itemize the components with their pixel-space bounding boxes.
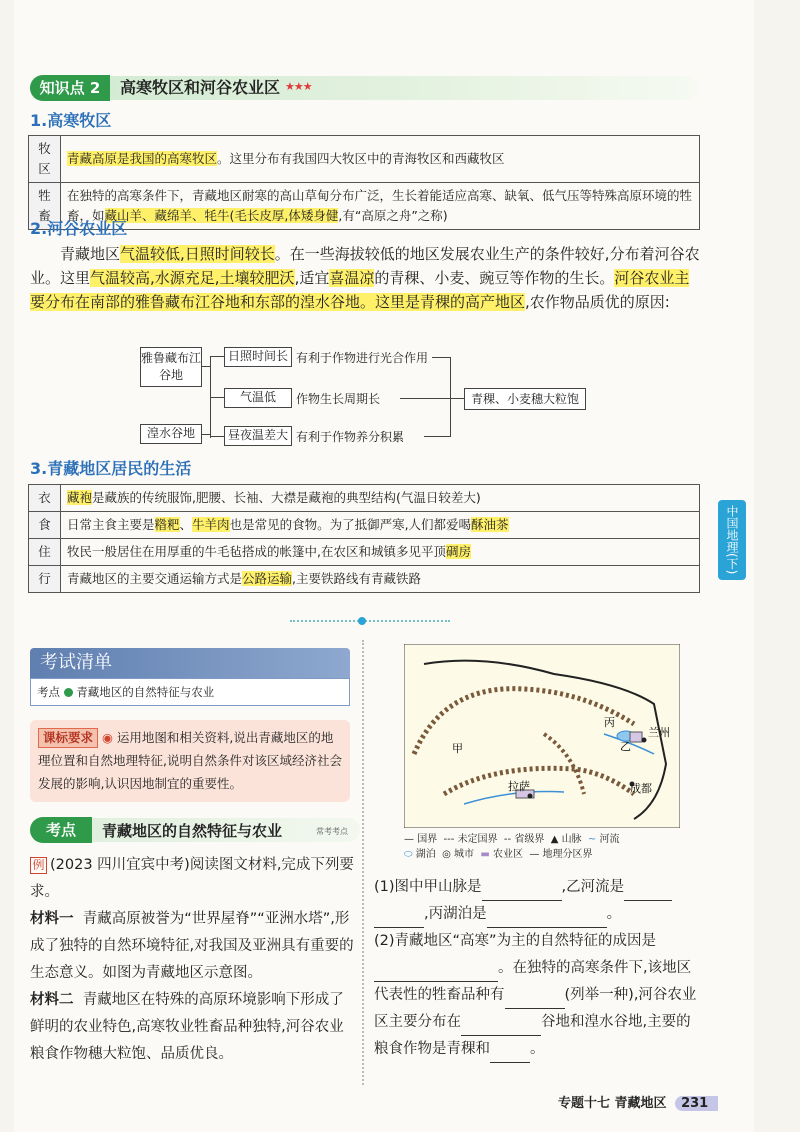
legend-item: ⬭ 湖泊	[404, 849, 436, 860]
table-row-header: 牧区	[29, 136, 61, 183]
bullet-icon: ◉	[102, 730, 113, 745]
flow-box-yarlung: 雅鲁藏布江谷地	[140, 347, 202, 387]
question-text: 。	[606, 906, 622, 922]
map-label-chengdu: 成都	[630, 782, 652, 795]
cell-text: ,有“高原之舟”之称)	[338, 208, 448, 223]
map-label-lanzhou: 兰州	[648, 726, 670, 739]
flow-line	[210, 356, 224, 357]
material-text: 青藏地区在特殊的高原环境影响下形成了鲜明的农业特色,高寒牧业牲畜品种独特,河谷农业粮食作物穗大粒饱、品质优良。	[30, 992, 344, 1062]
table-cell	[61, 485, 700, 512]
flow-text-2: 作物生长周期长	[296, 392, 381, 406]
question-text: (1)图中甲山脉是	[374, 879, 482, 895]
exam-point-title: 青藏地区的自然特征与农业	[102, 822, 283, 840]
curriculum-standard-tag: 课标要求	[38, 728, 98, 748]
highlight-text: 碉房	[445, 544, 471, 559]
exam-point-tag: 考点	[30, 817, 92, 843]
table-cell	[61, 183, 700, 230]
answer-blank[interactable]	[482, 883, 562, 901]
section-title-1: 1.高寒牧区	[30, 111, 112, 130]
flow-box-temp-range: 昼夜温差大	[224, 426, 292, 446]
exam-point-label: 考点	[37, 685, 60, 699]
map-legend	[404, 832, 694, 862]
para-text: 的青稞、小麦、豌豆等作物的生长。	[374, 269, 615, 287]
exam-point-row	[30, 678, 350, 706]
question-text: (列举一种),河谷农业区主要分布在	[374, 987, 697, 1030]
flow-box-sunshine: 日照时间长	[224, 347, 292, 367]
question-text: ,乙河流是	[561, 879, 625, 895]
curriculum-standard-text: 运用地图和相关资料,说出青藏地区的地理位置和自然地理特征,说明自然条件对该区域经济社会发展的影响,认识因地制宜的重要性。	[38, 730, 342, 791]
section-title-3: 3.青藏地区居民的生活	[30, 459, 192, 478]
highlight-text: 糌粑	[154, 517, 180, 532]
legend-item: — 地理分区界	[529, 849, 593, 860]
exam-list-header: 考试清单	[30, 648, 350, 678]
cell-text: 也是常见的食物。为了抵御严寒,人们都爱喝	[229, 517, 472, 532]
cell-text: 在独特的高寒条件下，青藏地区耐寒的高山草甸分布广泛，生长着能适应高寒、缺氧、低气压等特殊高原环境的牲畜，如	[67, 188, 693, 223]
table-cell	[61, 539, 700, 566]
example-intro	[30, 852, 356, 906]
legend-item: ▲ 山脉	[550, 834, 582, 845]
page-footer	[558, 1092, 718, 1111]
table-row	[29, 183, 700, 230]
footer-chapter: 专题十七 青藏地区	[558, 1096, 667, 1111]
paragraph-river-valley	[30, 242, 702, 314]
flow-line	[400, 398, 450, 399]
highlight-text: 牛羊肉	[192, 517, 230, 532]
flow-line	[424, 436, 450, 437]
highlight-text: 喜温凉	[329, 269, 375, 287]
table-row	[29, 485, 700, 512]
highlight-text: 青藏高原是我国的高寒牧区	[67, 151, 218, 166]
legend-item: ▬ 农业区	[480, 849, 523, 860]
highlight-text: 藏山羊、藏绵羊、牦牛(毛长皮厚,体矮身健	[104, 208, 339, 223]
flow-line	[202, 366, 210, 367]
flow-box-low-temp: 气温低	[224, 388, 292, 408]
answer-blank[interactable]	[374, 964, 498, 982]
flow-line	[210, 397, 224, 398]
table-row-header: 牲畜	[29, 183, 61, 230]
legend-item: -- 省级界	[503, 834, 545, 845]
material-label: 材料二	[30, 992, 74, 1008]
table-cell	[61, 136, 700, 183]
table-row-header: 衣	[29, 485, 61, 512]
example-intro-text: (2023 四川宜宾中考)阅读图文材料,完成下列要求。	[30, 857, 354, 900]
para-text: ,农作物品质优的原因:	[525, 293, 670, 311]
chapter-side-tab[interactable]: 中国地理(下)	[718, 500, 746, 580]
exam-point-note: 常考考点	[316, 827, 348, 836]
cell-text: 。这里分布有我国四大牧区中的青海牧区和西藏牧区	[217, 151, 505, 166]
legend-row-2	[404, 847, 694, 862]
material-one	[30, 906, 356, 987]
material-label: 材料一	[30, 911, 74, 927]
highlight-text: 酥油茶	[471, 517, 509, 532]
table-row-header: 行	[29, 566, 61, 593]
curriculum-standard-box	[30, 720, 350, 802]
highlight-text: 藏袍	[67, 490, 93, 505]
page-number: 231	[675, 1096, 718, 1111]
example-question	[30, 852, 356, 1068]
cell-text: ,主要铁路线有青藏铁路	[292, 571, 422, 586]
answer-blank[interactable]	[374, 910, 424, 928]
knowledge-point-title: 高寒牧区和河谷农业区	[120, 78, 281, 97]
map-label-yi: 乙	[620, 740, 631, 753]
importance-stars: ★★★	[285, 80, 312, 93]
flow-box-result: 青稞、小麦穗大粒饱	[464, 388, 586, 410]
table-cell	[61, 512, 700, 539]
legend-item: ~	[587, 834, 600, 845]
map-label-bing: 丙	[604, 716, 615, 729]
exam-point-text: 青藏地区的自然特征与农业	[76, 685, 215, 699]
cell-text: 、	[179, 517, 193, 532]
flow-line	[450, 398, 464, 399]
legend-item: --- 未定国界	[443, 834, 498, 845]
tibet-region-map	[404, 644, 680, 828]
map-label-lhasa: 拉萨	[508, 780, 530, 793]
answer-blank[interactable]	[624, 883, 672, 901]
answer-blank[interactable]	[490, 1045, 530, 1063]
answer-blank[interactable]	[461, 1018, 541, 1036]
material-two	[30, 987, 356, 1068]
answer-blank[interactable]	[487, 910, 607, 928]
question-text: 。在独特的高寒条件下,该地区代表性的牲畜品种有	[374, 960, 692, 1003]
table-row	[29, 539, 700, 566]
table-row	[29, 136, 700, 183]
flow-line	[450, 357, 451, 437]
cell-text: 牧民一般居住在用厚重的牛毛毡搭成的帐篷中,在农区和城镇多见平顶	[67, 544, 446, 559]
city-marker	[642, 738, 647, 743]
knowledge-point-tag: 知识点 2	[30, 75, 110, 101]
table-pasture	[28, 135, 700, 230]
legend-item: — 国界	[404, 834, 438, 845]
flow-text-3: 有利于作物养分积累	[296, 430, 405, 444]
question-text: 。	[530, 1041, 545, 1057]
question-block	[374, 874, 704, 1063]
answer-blank[interactable]	[505, 991, 565, 1009]
city-marker	[528, 794, 533, 799]
divider-dots	[290, 620, 450, 626]
highlight-text: 气温较低,日照时间较长	[120, 245, 275, 263]
table-row	[29, 566, 700, 593]
column-divider	[362, 640, 364, 1085]
highlight-text: 公路运输	[242, 571, 293, 586]
para-text: 。在一些海拔较低的地区发展农业生产的条件较好,分布着河谷农业。这里	[30, 245, 700, 287]
material-text: 青藏高原被誉为“世界屋脊”“亚洲水塔”,形成了独特的自然环境特征,对我国及亚洲具有重要的生态意义。如图为青藏地区示意图。	[30, 911, 354, 981]
table-life	[28, 484, 700, 593]
legend-row-1	[404, 832, 694, 847]
flow-line	[432, 357, 450, 358]
highlight-text: 河谷农业主要分布在南部的雅鲁藏布江谷地和东部的湟水谷地。这里是青稞的高产地区	[30, 269, 690, 311]
para-text: ,适宜	[294, 269, 330, 287]
cell-text: 是藏族的传统服饰,肥腰、长袖、大襟是藏袍的典型结构(气温日较差大)	[92, 490, 481, 505]
flow-line	[202, 434, 210, 435]
table-cell	[61, 566, 700, 593]
agriculture-zone	[630, 732, 642, 742]
highlight-text: 气温较高,水源充足,土壤较肥沃	[90, 269, 295, 287]
flow-box-huangshui: 湟水谷地	[140, 424, 202, 444]
question-2	[374, 928, 704, 1063]
question-text: 谷地和湟水谷地,主要的粮食作物是青稞和	[374, 1014, 691, 1057]
legend-text: 河流	[599, 834, 620, 845]
legend-item: ◎ 城市	[442, 849, 474, 860]
question-text: ,丙湖泊是	[424, 906, 487, 922]
section-title-2: 2.河谷农业区	[30, 219, 128, 238]
para-text: 青藏地区	[60, 245, 121, 263]
map-label-jia: 甲	[452, 742, 463, 755]
example-icon: 例	[30, 857, 47, 874]
table-row-header: 食	[29, 512, 61, 539]
cell-text: 日常主食主要是	[67, 517, 155, 532]
flow-line	[210, 436, 224, 437]
flow-text-1: 有利于作物进行光合作用	[296, 351, 429, 365]
bullet-icon	[64, 688, 73, 697]
cell-text: 青藏地区的主要交通运输方式是	[67, 571, 243, 586]
table-row-header: 住	[29, 539, 61, 566]
question-text: (2)青藏地区“高寒”为主的自然特征的成因是	[374, 933, 657, 949]
question-1	[374, 874, 704, 928]
table-row	[29, 512, 700, 539]
divider-dot	[358, 617, 366, 625]
